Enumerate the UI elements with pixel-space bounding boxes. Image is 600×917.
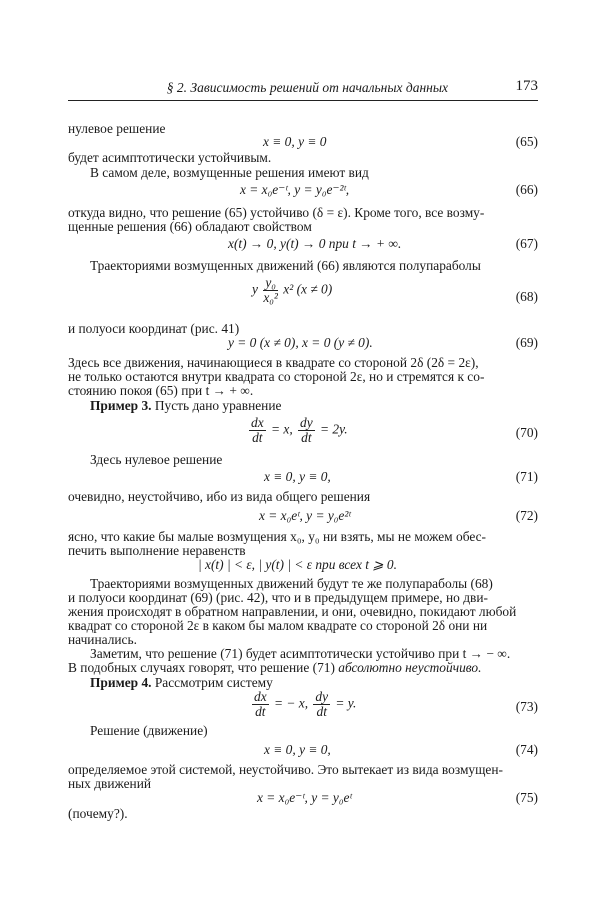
eq73-middle: = − x, bbox=[270, 695, 312, 711]
text-line: щенные решения (66) обладают свойством bbox=[68, 219, 312, 234]
example-text: Рассмотрим систему bbox=[151, 675, 273, 690]
equation-68 bbox=[252, 276, 332, 305]
equation-number-75: (75) bbox=[515, 790, 538, 805]
fraction-denominator: dt bbox=[252, 430, 263, 445]
text-line bbox=[68, 660, 538, 675]
running-header bbox=[68, 78, 538, 101]
text-line: Решение (движение) bbox=[90, 723, 208, 738]
example-label: Пример 4. bbox=[90, 675, 152, 690]
fraction-numerator: dx bbox=[254, 689, 267, 704]
eq68-tail: x² (x ≠ 0) bbox=[283, 281, 333, 297]
text-line: ных движений bbox=[68, 776, 152, 791]
equation-72: x = x₀eᵗ, y = y₀e²ᵗ bbox=[259, 508, 351, 523]
fraction bbox=[298, 416, 315, 445]
equation-number-69: (69) bbox=[515, 335, 538, 350]
text-line: В самом деле, возмущенные решения имеют вид bbox=[90, 165, 369, 180]
equation-71: x ≡ 0, y ≡ 0, bbox=[264, 469, 331, 484]
equation-number-66: (66) bbox=[515, 182, 538, 197]
fraction-denominator: dt bbox=[301, 430, 312, 445]
text-line: откуда видно, что решение (65) устойчиво (δ = ε). Кроме того, все возму- bbox=[68, 205, 485, 220]
eq73-end: = y. bbox=[332, 695, 357, 711]
example-text: Пусть дано уравнение bbox=[151, 398, 282, 413]
example-4-intro bbox=[90, 675, 538, 690]
example-label: Пример 3. bbox=[90, 398, 152, 413]
equation-66: x = x₀e⁻ᵗ, y = y₀e⁻²ᵗ, bbox=[240, 182, 350, 197]
equation-number-72: (72) bbox=[515, 508, 538, 523]
equation-number-70: (70) bbox=[515, 425, 538, 440]
equation-74: x ≡ 0, y ≡ 0, bbox=[264, 742, 331, 757]
fraction-denominator: dt bbox=[255, 704, 266, 719]
text-line: нулевое решение bbox=[68, 121, 166, 136]
fraction bbox=[249, 416, 266, 445]
equation-65: x ≡ 0, y ≡ 0 bbox=[263, 134, 327, 149]
equation-number-67: (67) bbox=[515, 236, 538, 251]
text-line: (почему?). bbox=[68, 806, 128, 821]
text-line: будет асимптотически устойчивым. bbox=[68, 150, 272, 165]
text-line: очевидно, неустойчиво, ибо из вида общего решения bbox=[68, 489, 371, 504]
equation-70 bbox=[247, 416, 348, 445]
page-number: 173 bbox=[515, 78, 538, 94]
fraction bbox=[263, 276, 278, 305]
fraction-denominator: dt bbox=[316, 704, 327, 719]
text-line: начинались. bbox=[68, 632, 137, 647]
fraction bbox=[313, 690, 330, 719]
equation-69: y = 0 (x ≠ 0), x = 0 (y ≠ 0). bbox=[228, 335, 373, 350]
example-3-intro bbox=[90, 398, 538, 413]
text-line: Заметим, что решение (71) будет асимптотически устойчиво при t → − ∞. bbox=[90, 646, 511, 661]
eq70-middle: = x, bbox=[267, 421, 297, 437]
fraction-numerator: dy bbox=[315, 689, 329, 704]
text-line: определяемое этой системой, неустойчиво. Это вытекает из вида возмущен- bbox=[68, 762, 504, 777]
eq68-y: y bbox=[252, 281, 258, 297]
text-line: стоянию покоя (65) при t → + ∞. bbox=[68, 383, 254, 398]
text-line: печить выполнение неравенств bbox=[68, 543, 246, 558]
text-line: жения происходят в обратном направлении, и они, очевидно, покидают любой bbox=[68, 604, 517, 619]
text-line: ясно, что какие бы малые возмущения x₀, y₀ ни взять, мы не можем обес- bbox=[68, 529, 487, 544]
equation-number-65: (65) bbox=[515, 134, 538, 149]
equation-73 bbox=[250, 690, 356, 719]
fraction-numerator: dy bbox=[300, 415, 313, 430]
equation-number-73: (73) bbox=[515, 699, 538, 714]
text-span: В подобных случаях говорят, что решение (71) bbox=[68, 660, 339, 675]
text-line: Траекториями возмущенных движений будут те же полупараболы (68) bbox=[90, 576, 493, 591]
text-line: и полуоси координат (рис. 41) bbox=[68, 321, 240, 336]
text-line: Здесь все движения, начинающиеся в квадрате со стороной 2δ (2δ = 2ε), bbox=[68, 355, 479, 370]
fraction-numerator: y₀ bbox=[263, 276, 278, 291]
text-line: и полуоси координат (69) (рис. 42), что и в предыдущем примере, но дви- bbox=[68, 590, 488, 605]
text-line: Здесь нулевое решение bbox=[90, 452, 223, 467]
text-line: Траекториями возмущенных движений (66) являются полупараболы bbox=[90, 258, 481, 273]
equation-number-71: (71) bbox=[515, 469, 538, 484]
fraction-denominator: x₀² bbox=[263, 290, 278, 305]
eq70-end: = 2y. bbox=[316, 421, 348, 437]
fraction-numerator: dx bbox=[251, 415, 264, 430]
text-line: не только остаются внутри квадрата со стороной 2ε, но и стремятся к со- bbox=[68, 369, 485, 384]
equation-number-68: (68) bbox=[515, 289, 538, 304]
equation-number-74: (74) bbox=[515, 742, 538, 757]
equation-75: x = x₀e⁻ᵗ, y = y₀eᵗ bbox=[257, 790, 352, 805]
fraction bbox=[252, 690, 269, 719]
equation-67: x(t) → 0, y(t) → 0 при t → + ∞. bbox=[228, 236, 402, 251]
header-title: § 2. Зависимость решений от начальных данных bbox=[166, 80, 448, 95]
inequality: | x(t) | < ε, | y(t) | < ε при всех t ⩾ 0. bbox=[198, 557, 397, 572]
emphasis: абсолютно неустойчиво. bbox=[338, 660, 482, 675]
text-line: квадрат со стороной 2ε в каком бы малом квадрате со стороной 2δ они ни bbox=[68, 618, 488, 633]
